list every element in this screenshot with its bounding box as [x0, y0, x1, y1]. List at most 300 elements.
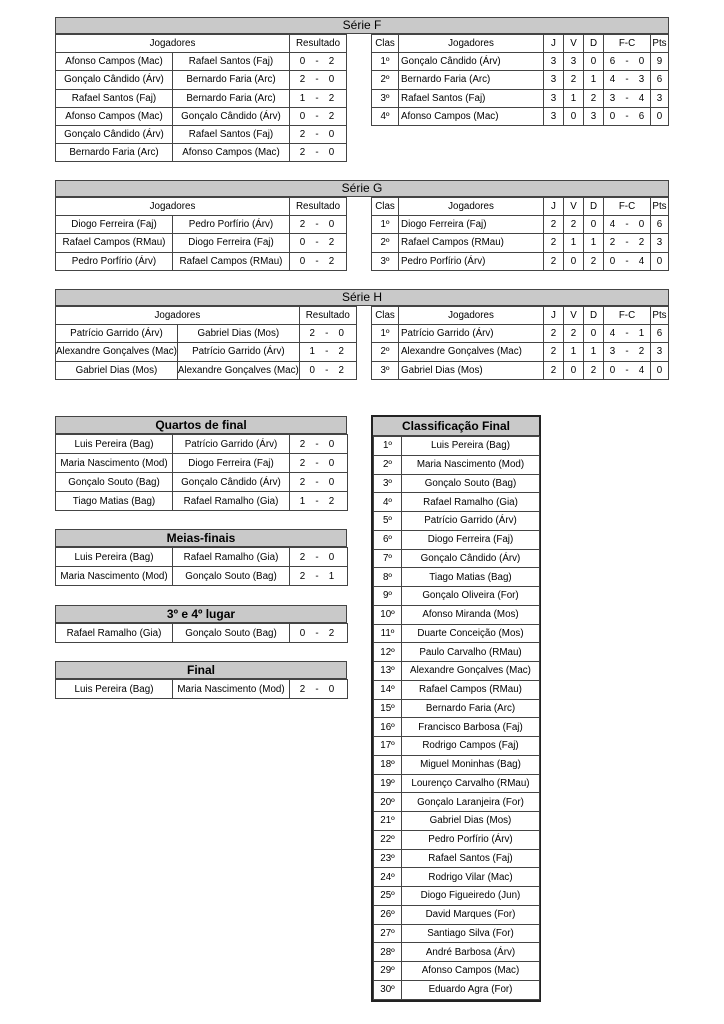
score-1: 0	[299, 627, 306, 639]
score-1: 2	[299, 476, 306, 488]
sets-against: 3	[638, 74, 645, 86]
points: 9	[651, 53, 669, 71]
v-header: V	[564, 35, 584, 53]
player-1: Gabriel Dias (Mos)	[56, 361, 178, 379]
ko-games-table	[55, 679, 348, 699]
player-name: Afonso Miranda (Mos)	[402, 605, 540, 624]
classification-row	[374, 905, 540, 924]
classification-row	[374, 849, 540, 868]
player-2: Rafael Ramalho (Gia)	[173, 492, 290, 511]
position: 5º	[374, 512, 402, 531]
clas-header: Clas	[372, 307, 399, 325]
score-1: 2	[299, 457, 306, 469]
losses: 1	[584, 234, 604, 252]
game-row	[56, 343, 357, 361]
clas-header: Clas	[372, 198, 399, 216]
score-2: 0	[328, 457, 335, 469]
player-1: Afonso Campos (Mac)	[56, 53, 173, 71]
games-played: 2	[544, 234, 564, 252]
player-name: Patrício Garrido (Árv)	[399, 325, 544, 343]
player-1: Afonso Campos (Mac)	[56, 107, 173, 125]
game-row	[56, 680, 348, 699]
standings-header	[372, 35, 669, 53]
score-1: 0	[299, 237, 306, 249]
player-name: Paulo Carvalho (RMau)	[402, 643, 540, 662]
score-2: 0	[328, 147, 335, 159]
position: 13º	[374, 662, 402, 681]
game-row	[56, 567, 348, 586]
games-played: 2	[544, 325, 564, 343]
player-name: Eduardo Agra (For)	[402, 980, 540, 999]
sets-against: 4	[638, 364, 645, 376]
player-2: Gonçalo Cândido (Árv)	[173, 107, 290, 125]
standings-header	[372, 307, 669, 325]
player-2: Pedro Porfírio (Árv)	[173, 216, 290, 234]
score-2: 2	[328, 92, 335, 104]
result: 1 - 2	[290, 492, 348, 511]
game-row	[56, 473, 348, 492]
score-2: 0	[328, 74, 335, 86]
player-1: Maria Nascimento (Mod)	[56, 567, 173, 586]
position: 30º	[374, 980, 402, 999]
standings-table	[371, 197, 669, 271]
classification-row	[374, 718, 540, 737]
game-row	[56, 361, 357, 379]
player-2: Maria Nascimento (Mod)	[173, 680, 290, 699]
standing-row	[372, 107, 669, 125]
position: 3º	[374, 474, 402, 493]
score-1: 2	[299, 438, 306, 450]
player-name: Gonçalo Cândido (Árv)	[399, 53, 544, 71]
result: 2 - 0	[290, 454, 348, 473]
clas-header: Clas	[372, 35, 399, 53]
standing-row	[372, 252, 669, 270]
j-header: J	[544, 35, 564, 53]
position: 2º	[372, 343, 399, 361]
standing-row	[372, 71, 669, 89]
sets-for-against: 0 - 4	[604, 252, 651, 270]
sets-against: 2	[638, 346, 645, 358]
classification-row	[374, 455, 540, 474]
player-name: Luis Pereira (Bag)	[402, 437, 540, 456]
classification-row	[374, 774, 540, 793]
score-2: 0	[328, 129, 335, 141]
game-row	[56, 144, 347, 162]
position: 3º	[372, 89, 399, 107]
classification-row	[374, 549, 540, 568]
game-row	[56, 454, 348, 473]
player-2: Afonso Campos (Mac)	[173, 144, 290, 162]
position: 19º	[374, 774, 402, 793]
result: 1 - 2	[299, 343, 356, 361]
games-played: 3	[544, 89, 564, 107]
player-1: Pedro Porfírio (Árv)	[56, 252, 173, 270]
points: 0	[651, 361, 669, 379]
points: 6	[651, 216, 669, 234]
wins: 2	[564, 216, 584, 234]
final-classification-rows	[374, 437, 540, 1000]
sets-against: 4	[638, 92, 645, 104]
result: 2 - 0	[290, 435, 348, 454]
player-2: Gabriel Dias (Mos)	[177, 325, 299, 343]
losses: 2	[584, 89, 604, 107]
wins: 2	[564, 325, 584, 343]
player-name: Rodrigo Vilar (Mac)	[402, 868, 540, 887]
score-1: 2	[299, 147, 306, 159]
score-1: 0	[309, 364, 315, 376]
player-name: Rafael Campos (RMau)	[399, 234, 544, 252]
losses: 2	[584, 361, 604, 379]
position: 3º	[372, 361, 399, 379]
classification-row	[374, 812, 540, 831]
standings-header	[372, 198, 669, 216]
semi-finals	[55, 529, 347, 586]
player-1: Alexandre Gonçalves (Mac)	[56, 343, 178, 361]
sets-for-against: 4 - 3	[604, 71, 651, 89]
position: 4º	[372, 107, 399, 125]
score-2: 2	[328, 255, 335, 267]
score-2: 0	[328, 551, 335, 563]
player-2: Rafael Santos (Faj)	[173, 125, 290, 143]
final-classification-title: Classificação Final	[373, 417, 539, 436]
wins: 1	[564, 343, 584, 361]
position: 28º	[374, 943, 402, 962]
player-name: Patrício Garrido (Árv)	[402, 512, 540, 531]
ko-title: 3º e 4º lugar	[55, 605, 347, 623]
game-row	[56, 89, 347, 107]
standing-row	[372, 216, 669, 234]
classification-row	[374, 887, 540, 906]
result: 0 - 2	[290, 252, 347, 270]
v-header: V	[564, 307, 584, 325]
score-2: 2	[328, 627, 335, 639]
classification-row	[374, 830, 540, 849]
classification-row	[374, 924, 540, 943]
standing-row	[372, 361, 669, 379]
player-name: Gonçalo Oliveira (For)	[402, 587, 540, 606]
result: 0 - 2	[290, 53, 347, 71]
points: 3	[651, 343, 669, 361]
classification-row	[374, 793, 540, 812]
standing-players-header: Jogadores	[399, 198, 544, 216]
games-played: 3	[544, 71, 564, 89]
player-name: Gabriel Dias (Mos)	[399, 361, 544, 379]
player-2: Alexandre Gonçalves (Mac)	[177, 361, 299, 379]
classification-row	[374, 980, 540, 999]
score-2: 1	[328, 570, 335, 582]
fc-header: F-C	[604, 307, 651, 325]
player-name: Tiago Matias (Bag)	[402, 568, 540, 587]
losses: 2	[584, 252, 604, 270]
fc-header: F-C	[604, 198, 651, 216]
sets-against: 4	[638, 255, 645, 267]
sets-against: 0	[638, 219, 645, 231]
score-1: 1	[299, 495, 306, 507]
result: 2 - 0	[290, 71, 347, 89]
player-name: Diogo Ferreira (Faj)	[402, 530, 540, 549]
player-2: Rafael Campos (RMau)	[173, 252, 290, 270]
result: 0 - 2	[299, 361, 356, 379]
player-name: Afonso Campos (Mac)	[402, 962, 540, 981]
sets-for: 0	[609, 255, 616, 267]
points: 6	[651, 325, 669, 343]
result-header: Resultado	[290, 35, 347, 53]
game-row	[56, 252, 347, 270]
player-2: Bernardo Faria (Arc)	[173, 71, 290, 89]
player-2: Bernardo Faria (Arc)	[173, 89, 290, 107]
score-2: 2	[328, 237, 335, 249]
points: 3	[651, 234, 669, 252]
classification-row	[374, 530, 540, 549]
losses: 3	[584, 107, 604, 125]
sets-for-against: 0 - 4	[604, 361, 651, 379]
ko-title: Meias-finais	[55, 529, 347, 547]
score-1: 2	[299, 570, 306, 582]
game-row	[56, 71, 347, 89]
player-2: Patrício Garrido (Árv)	[173, 435, 290, 454]
games-played: 2	[544, 361, 564, 379]
serie-h	[55, 289, 669, 376]
j-header: J	[544, 307, 564, 325]
classification-row	[374, 755, 540, 774]
player-name: Santiago Silva (For)	[402, 924, 540, 943]
sets-for-against: 3 - 4	[604, 89, 651, 107]
position: 18º	[374, 755, 402, 774]
score-2: 0	[328, 219, 335, 231]
position: 7º	[374, 549, 402, 568]
player-2: Rafael Santos (Faj)	[173, 53, 290, 71]
sets-for: 2	[609, 237, 616, 249]
player-name: Miguel Moninhas (Bag)	[402, 755, 540, 774]
serie-title: Série H	[55, 289, 669, 306]
position: 27º	[374, 924, 402, 943]
result: 2 - 1	[290, 567, 348, 586]
player-name: Pedro Porfírio (Árv)	[399, 252, 544, 270]
player-2: Gonçalo Souto (Bag)	[173, 567, 290, 586]
position: 8º	[374, 568, 402, 587]
game-row	[56, 325, 357, 343]
player-name: Alexandre Gonçalves (Mac)	[399, 343, 544, 361]
sets-against: 0	[638, 56, 645, 68]
player-1: Luis Pereira (Bag)	[56, 680, 173, 699]
sets-for-against: 3 - 2	[604, 343, 651, 361]
players-header: Jogadores	[56, 198, 290, 216]
position: 17º	[374, 737, 402, 756]
result: 2 - 0	[290, 473, 348, 492]
sets-for-against: 2 - 2	[604, 234, 651, 252]
points: 6	[651, 71, 669, 89]
result: 2 - 0	[290, 144, 347, 162]
final-classification	[371, 415, 541, 1002]
player-2: Patrício Garrido (Árv)	[177, 343, 299, 361]
losses: 1	[584, 343, 604, 361]
player-name: Rafael Santos (Faj)	[402, 849, 540, 868]
game-row	[56, 492, 348, 511]
result-header: Resultado	[290, 198, 347, 216]
losses: 0	[584, 53, 604, 71]
losses: 0	[584, 216, 604, 234]
sets-for-against: 4 - 0	[604, 216, 651, 234]
result-header: Resultado	[299, 307, 356, 325]
player-1: Rafael Campos (RMau)	[56, 234, 173, 252]
position: 23º	[374, 849, 402, 868]
points: 0	[651, 252, 669, 270]
result: 0 - 2	[290, 234, 347, 252]
classification-row	[374, 437, 540, 456]
final-match	[55, 661, 347, 699]
wins: 1	[564, 89, 584, 107]
position: 3º	[372, 252, 399, 270]
position: 1º	[372, 53, 399, 71]
player-name: Duarte Conceição (Mos)	[402, 624, 540, 643]
score-2: 2	[328, 495, 335, 507]
position: 16º	[374, 718, 402, 737]
position: 24º	[374, 868, 402, 887]
standing-players-header: Jogadores	[399, 307, 544, 325]
score-2: 2	[328, 110, 335, 122]
score-2: 2	[338, 364, 344, 376]
v-header: V	[564, 198, 584, 216]
score-1: 2	[299, 129, 306, 141]
player-name: Diogo Ferreira (Faj)	[399, 216, 544, 234]
player-name: Gonçalo Cândido (Árv)	[402, 549, 540, 568]
player-2: Diogo Ferreira (Faj)	[173, 234, 290, 252]
position: 1º	[374, 437, 402, 456]
third-place	[55, 605, 347, 643]
score-2: 0	[338, 328, 344, 340]
sets-against: 2	[638, 237, 645, 249]
standing-row	[372, 234, 669, 252]
result: 2 - 0	[290, 125, 347, 143]
player-1: Patrício Garrido (Árv)	[56, 325, 178, 343]
position: 2º	[374, 455, 402, 474]
result: 2 - 0	[290, 216, 347, 234]
result: 2 - 0	[299, 325, 356, 343]
score-1: 0	[299, 110, 306, 122]
player-name: David Marques (For)	[402, 905, 540, 924]
classification-row	[374, 943, 540, 962]
game-row	[56, 53, 347, 71]
ko-title: Final	[55, 661, 347, 679]
position: 21º	[374, 812, 402, 831]
position: 14º	[374, 680, 402, 699]
game-row	[56, 234, 347, 252]
player-2: Rafael Ramalho (Gia)	[173, 548, 290, 567]
classification-row	[374, 699, 540, 718]
player-name: Pedro Porfírio (Árv)	[402, 830, 540, 849]
ko-games-table	[55, 434, 348, 511]
player-name: Gabriel Dias (Mos)	[402, 812, 540, 831]
player-2: Gonçalo Souto (Bag)	[173, 624, 290, 643]
score-2: 2	[328, 56, 335, 68]
player-1: Gonçalo Cândido (Árv)	[56, 125, 173, 143]
player-name: Gonçalo Laranjeira (For)	[402, 793, 540, 812]
wins: 1	[564, 234, 584, 252]
games-header	[56, 198, 347, 216]
result: 1 - 2	[290, 89, 347, 107]
games-played: 2	[544, 343, 564, 361]
player-name: Gonçalo Souto (Bag)	[402, 474, 540, 493]
classification-row	[374, 680, 540, 699]
classification-row	[374, 587, 540, 606]
score-1: 1	[309, 346, 315, 358]
player-name: Francisco Barbosa (Faj)	[402, 718, 540, 737]
standing-players-header: Jogadores	[399, 35, 544, 53]
standings-table	[371, 306, 669, 380]
sets-for: 3	[609, 346, 616, 358]
position: 22º	[374, 830, 402, 849]
standing-row	[372, 325, 669, 343]
wins: 0	[564, 361, 584, 379]
j-header: J	[544, 198, 564, 216]
wins: 0	[564, 252, 584, 270]
position: 10º	[374, 605, 402, 624]
classification-row	[374, 624, 540, 643]
game-row	[56, 107, 347, 125]
sets-for: 0	[609, 364, 616, 376]
serie-title: Série G	[55, 180, 669, 197]
sets-for: 4	[609, 74, 616, 86]
standing-row	[372, 53, 669, 71]
position: 11º	[374, 624, 402, 643]
player-name: Rafael Santos (Faj)	[399, 89, 544, 107]
position: 20º	[374, 793, 402, 812]
losses: 1	[584, 71, 604, 89]
classification-row	[374, 568, 540, 587]
games-table	[55, 306, 357, 380]
player-name: Alexandre Gonçalves (Mac)	[402, 662, 540, 681]
sets-for: 4	[609, 219, 616, 231]
player-name: Maria Nascimento (Mod)	[402, 455, 540, 474]
sets-for-against: 4 - 1	[604, 325, 651, 343]
serie-g	[55, 180, 669, 267]
position: 4º	[374, 493, 402, 512]
wins: 3	[564, 53, 584, 71]
player-1: Tiago Matias (Bag)	[56, 492, 173, 511]
player-name: Rodrigo Campos (Faj)	[402, 737, 540, 756]
points: 0	[651, 107, 669, 125]
score-1: 2	[299, 219, 306, 231]
serie-f	[55, 17, 669, 159]
losses: 0	[584, 325, 604, 343]
player-1: Maria Nascimento (Mod)	[56, 454, 173, 473]
standing-row	[372, 343, 669, 361]
classification-row	[374, 493, 540, 512]
games-table	[55, 197, 347, 271]
player-2: Gonçalo Cândido (Árv)	[173, 473, 290, 492]
game-row	[56, 216, 347, 234]
classification-row	[374, 962, 540, 981]
players-header: Jogadores	[56, 35, 290, 53]
serie-title: Série F	[55, 17, 669, 34]
game-row	[56, 548, 348, 567]
player-1: Luis Pereira (Bag)	[56, 548, 173, 567]
ko-games-table	[55, 623, 348, 643]
position: 12º	[374, 643, 402, 662]
game-row	[56, 125, 347, 143]
player-name: Lourenço Carvalho (RMau)	[402, 774, 540, 793]
position: 25º	[374, 887, 402, 906]
sets-for: 3	[609, 92, 616, 104]
standing-row	[372, 89, 669, 107]
sets-against: 6	[638, 110, 645, 122]
classification-row	[374, 662, 540, 681]
player-1: Luis Pereira (Bag)	[56, 435, 173, 454]
score-1: 2	[299, 74, 306, 86]
score-1: 0	[299, 56, 306, 68]
pts-header: Pts	[651, 35, 669, 53]
player-1: Diogo Ferreira (Faj)	[56, 216, 173, 234]
